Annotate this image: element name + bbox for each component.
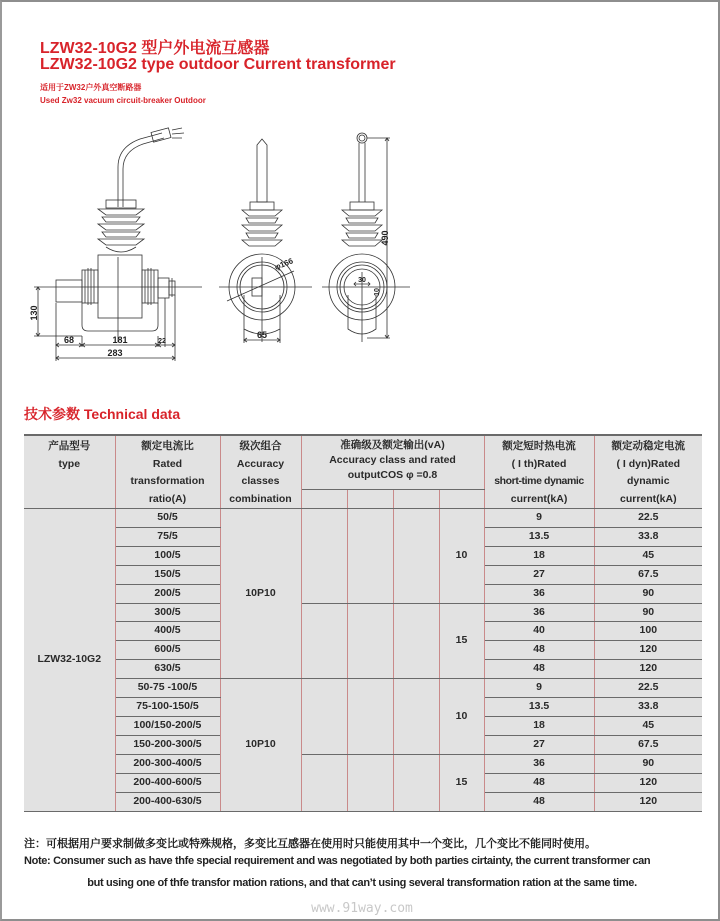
dim-130: 130 xyxy=(29,305,39,321)
ratio-cell: 100/5 xyxy=(115,546,220,565)
output-cell: 15 xyxy=(439,754,484,811)
dim-22: 22 xyxy=(158,338,166,345)
idyn-cell: 33.8 xyxy=(594,698,702,717)
ratio-cell: 150/5 xyxy=(115,565,220,584)
ith-cell: 18 xyxy=(484,546,594,565)
ratio-cell: 50-75 -100/5 xyxy=(115,679,220,698)
ith-cell: 18 xyxy=(484,716,594,735)
accuracy-empty-cell xyxy=(393,509,439,604)
idyn-cell: 100 xyxy=(594,622,702,641)
idyn-cell: 33.8 xyxy=(594,527,702,546)
subtitle-en: Used Zw32 vacuum circuit-breaker Outdoor xyxy=(40,96,206,105)
dim-68: 68 xyxy=(63,335,75,345)
dim-181: 181 xyxy=(112,335,128,345)
idyn-cell: 90 xyxy=(594,584,702,603)
watermark: www.91way.com xyxy=(311,901,413,916)
note-cn: 注：可根据用户要求制做多变比或特殊规格，多变比互感器在使用时只能使用其中一个变比，几个变比不能同时使用。 xyxy=(24,838,596,850)
ratio-cell: 400/5 xyxy=(115,622,220,641)
ith-cell: 48 xyxy=(484,792,594,811)
header-type: 产品型号 type xyxy=(24,435,115,509)
class-cell: 10P10 xyxy=(220,509,301,679)
ratio-cell: 630/5 xyxy=(115,660,220,679)
ratio-cell: 75/5 xyxy=(115,527,220,546)
ratio-cell: 75-100-150/5 xyxy=(115,698,220,717)
accuracy-subcol xyxy=(347,490,393,509)
idyn-cell: 67.5 xyxy=(594,735,702,754)
accuracy-empty-cell xyxy=(347,603,393,679)
dim-490: 490 xyxy=(380,230,390,246)
ith-cell: 13.5 xyxy=(484,527,594,546)
idyn-cell: 22.5 xyxy=(594,509,702,528)
header-ith: 额定短时热电流 ( I th)Rated short-time dynamic current(kA) xyxy=(484,435,594,509)
type-cell: LZW32-10G2 xyxy=(24,509,115,812)
ratio-cell: 300/5 xyxy=(115,603,220,622)
title-cn: LZW32-10G2 型户外电流互感器 xyxy=(40,40,270,57)
table-row xyxy=(24,509,702,528)
ith-cell: 9 xyxy=(484,679,594,698)
ith-cell: 48 xyxy=(484,660,594,679)
ith-cell: 36 xyxy=(484,754,594,773)
header-classes: 级次组合 Accuracy classes combination xyxy=(220,435,301,509)
note-en-line2: but using one of thfe transfor mation rations, and that can’t using several transformation ration at the same time. xyxy=(87,877,637,889)
output-cell: 10 xyxy=(439,509,484,604)
accuracy-empty-cell xyxy=(347,754,393,811)
accuracy-subcol xyxy=(439,490,484,509)
idyn-cell: 45 xyxy=(594,546,702,565)
output-cell: 15 xyxy=(439,603,484,679)
accuracy-empty-cell xyxy=(393,603,439,679)
section-title: 技术参数 Technical data xyxy=(24,406,181,422)
ratio-cell: 600/5 xyxy=(115,641,220,660)
side-view xyxy=(34,128,202,361)
dim-65: 65 xyxy=(256,330,268,340)
table-top-rule xyxy=(24,434,702,436)
ratio-cell: 200-400-600/5 xyxy=(115,773,220,792)
ratio-cell: 200/5 xyxy=(115,584,220,603)
header-accuracy: 准确级及额定输出(vA) Accuracy class and rated outputCOS φ =0.8 xyxy=(301,435,484,490)
ratio-cell: 150-200-300/5 xyxy=(115,735,220,754)
ratio-cell: 200-300-400/5 xyxy=(115,754,220,773)
accuracy-empty-cell xyxy=(301,603,347,679)
ith-cell: 13.5 xyxy=(484,698,594,717)
back-view xyxy=(322,133,410,342)
ith-cell: 27 xyxy=(484,735,594,754)
idyn-cell: 120 xyxy=(594,773,702,792)
idyn-cell: 90 xyxy=(594,754,702,773)
dim-10: 10 xyxy=(374,288,381,296)
accuracy-subcol xyxy=(393,490,439,509)
ratio-cell: 200-400-630/5 xyxy=(115,792,220,811)
idyn-cell: 120 xyxy=(594,660,702,679)
dim-166: φ166 xyxy=(273,256,295,272)
table-row xyxy=(24,603,702,622)
idyn-cell: 45 xyxy=(594,716,702,735)
ith-cell: 40 xyxy=(484,622,594,641)
header-ratio: 额定电流比 Rated transformation ratio(A) xyxy=(115,435,220,509)
header-idyn: 额定动稳定电流 ( I dyn)Rated dynamic current(kA) xyxy=(594,435,702,509)
ith-cell: 48 xyxy=(484,641,594,660)
idyn-cell: 90 xyxy=(594,603,702,622)
accuracy-empty-cell xyxy=(393,754,439,811)
technical-data-table xyxy=(24,435,702,812)
idyn-cell: 22.5 xyxy=(594,679,702,698)
table-header-row xyxy=(24,435,702,490)
ratio-cell: 100/150-200/5 xyxy=(115,716,220,735)
accuracy-subcol xyxy=(301,490,347,509)
title-en: LZW32-10G2 type outdoor Current transformer xyxy=(40,56,396,73)
ith-cell: 9 xyxy=(484,509,594,528)
dim-30: 30 xyxy=(358,277,366,284)
idyn-cell: 120 xyxy=(594,641,702,660)
technical-drawing xyxy=(22,127,422,362)
class-cell: 10P10 xyxy=(220,679,301,811)
accuracy-empty-cell xyxy=(301,509,347,604)
ratio-cell: 50/5 xyxy=(115,509,220,528)
idyn-cell: 67.5 xyxy=(594,565,702,584)
table-row xyxy=(24,679,702,698)
accuracy-empty-cell xyxy=(301,679,347,755)
dim-283: 283 xyxy=(107,348,123,358)
table-row xyxy=(24,754,702,773)
accuracy-empty-cell xyxy=(347,509,393,604)
ith-cell: 36 xyxy=(484,584,594,603)
ith-cell: 48 xyxy=(484,773,594,792)
subtitle-cn: 适用于ZW32户外真空断路器 xyxy=(40,83,142,92)
accuracy-empty-cell xyxy=(347,679,393,755)
output-cell: 10 xyxy=(439,679,484,755)
ith-cell: 27 xyxy=(484,565,594,584)
accuracy-empty-cell xyxy=(301,754,347,811)
front-view xyxy=(219,139,312,343)
ith-cell: 36 xyxy=(484,603,594,622)
accuracy-empty-cell xyxy=(393,679,439,755)
note-en-line1: Note: Consumer such as have thfe special requirement and was negotiated by both parties cirtainty, the current transformer can xyxy=(24,855,651,867)
idyn-cell: 120 xyxy=(594,792,702,811)
